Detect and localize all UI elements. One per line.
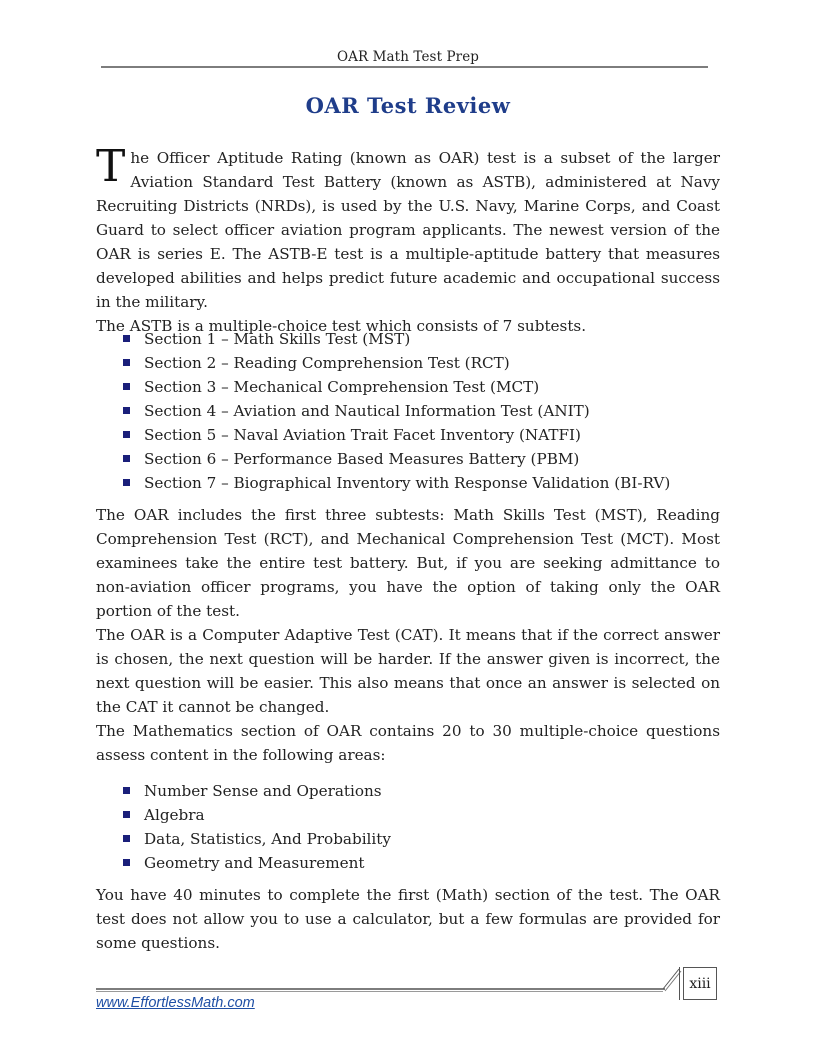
list-item: Algebra (122, 803, 722, 827)
page-title: OAR Test Review (305, 93, 511, 118)
square-bullet-icon (123, 431, 130, 438)
square-bullet-icon (123, 407, 130, 414)
footer-rule-thin (96, 991, 663, 992)
square-bullet-icon (123, 835, 130, 842)
square-bullet-icon (123, 335, 130, 342)
intro-section (96, 141, 720, 338)
list-item: Section 4 – Aviation and Nautical Information Test (ANIT) (122, 399, 722, 423)
running-header: OAR Math Test Prep (336, 49, 480, 65)
list-item: Section 1 – Math Skills Test (MST) (122, 327, 722, 351)
list-item: Section 6 – Performance Based Measures Battery (PBM) (122, 447, 722, 471)
subtests-list (122, 327, 722, 495)
square-bullet-icon (123, 811, 130, 818)
list-item: Section 2 – Reading Comprehension Test (RCT) (122, 351, 722, 375)
footer-rule (96, 988, 665, 990)
footer-corner-decoration (663, 968, 685, 992)
middle-section (96, 503, 720, 767)
closing-paragraph: You have 40 minutes to complete the first (Math) section of the test. The OAR test does not allow you to use a calculator, but a few formulas are provided for some questions. (96, 886, 720, 952)
math-areas-list (122, 779, 722, 875)
square-bullet-icon (123, 455, 130, 462)
list-item: Geometry and Measurement (122, 851, 722, 875)
page-number-divider (679, 967, 680, 1000)
square-bullet-icon (123, 383, 130, 390)
list-item: Number Sense and Operations (122, 779, 722, 803)
page-number: xiii (689, 976, 711, 992)
intro-paragraph-text: he Officer Aptitude Rating (known as OAR) test is a subset of the larger Aviation Standard Test Battery (known as ASTB), administered at Navy Recruiting Districts (NRDs), is used by the U.S. Navy, Marine Corps, and Coast Guard to select officer aviation program applicants. The newest version of the OAR is series E. The ASTB-E test is a multiple-aptitude battery that measures developed abilities and helps predict future academic and occupational success in the military. (96, 149, 720, 311)
list-item: Section 7 – Biographical Inventory with Response Validation (BI-RV) (122, 471, 722, 495)
math-section-paragraph: The Mathematics section of OAR contains 20 to 30 multiple-choice questions assess content in the following areas: (96, 722, 720, 764)
intro-paragraph (96, 141, 720, 314)
list-item: Section 3 – Mechanical Comprehension Test (MCT) (122, 375, 722, 399)
list-item: Section 5 – Naval Aviation Trait Facet Inventory (NATFI) (122, 423, 722, 447)
subtests-intro: The ASTB is a multiple-choice test which consists of 7 subtests. (96, 317, 587, 335)
oar-subtests-paragraph: The OAR includes the first three subtests: Math Skills Test (MST), Reading Comprehension Test (RCT), and Mechanical Comprehension Test (MCT). Most examinees take the entire test battery. But, if you are seeking admittance to non-aviation officer programs, you have the option of taking only the OAR portion of the test. (96, 506, 720, 620)
page-number-box (683, 967, 717, 1000)
square-bullet-icon (123, 479, 130, 486)
square-bullet-icon (123, 787, 130, 794)
cat-paragraph: The OAR is a Computer Adaptive Test (CAT). It means that if the correct answer is chosen, the next question will be harder. If the answer given is incorrect, the next question will be easier. This also means that once an answer is selected on the CAT it cannot be changed. (96, 626, 720, 716)
drop-cap: T (96, 141, 126, 192)
closing-section (96, 883, 720, 955)
square-bullet-icon (123, 859, 130, 866)
header-rule (101, 66, 708, 68)
website-link[interactable]: www.EffortlessMath.com (96, 995, 255, 1011)
square-bullet-icon (123, 359, 130, 366)
list-item: Data, Statistics, And Probability (122, 827, 722, 851)
